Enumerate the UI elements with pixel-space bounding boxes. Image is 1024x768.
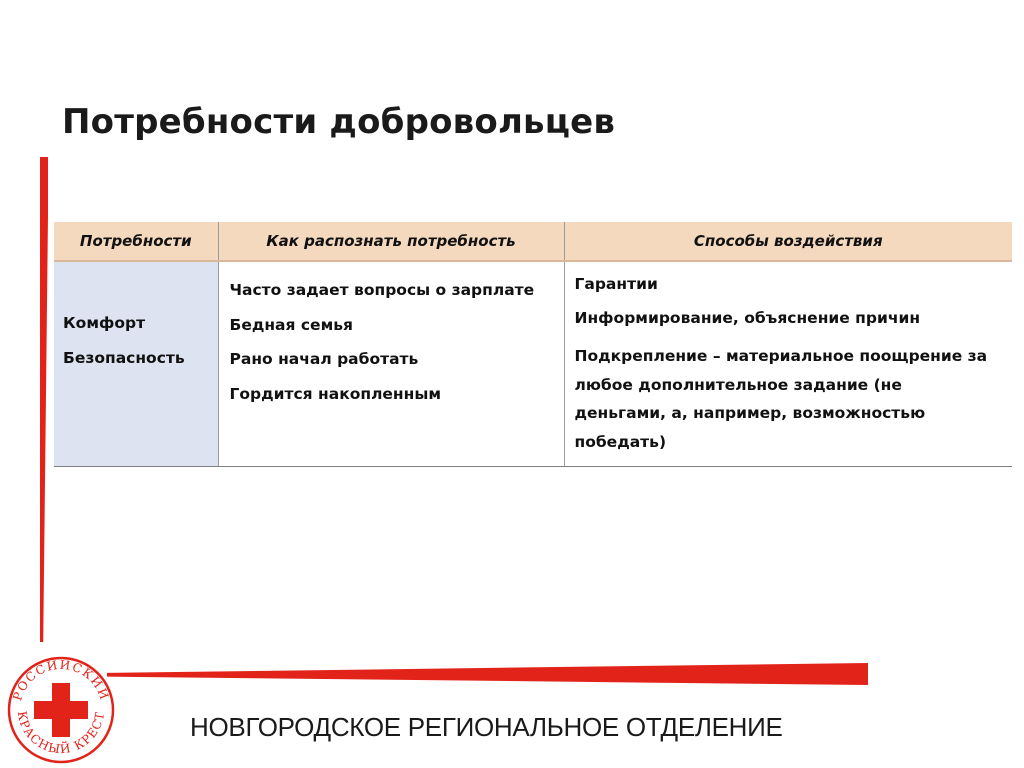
recognize-item: Бедная семья <box>229 315 353 334</box>
methods-cell <box>564 261 1012 467</box>
vertical-accent-bar <box>40 157 48 642</box>
logo-text-top: РОССИЙСКИЙ <box>10 657 112 703</box>
header-recognize: Как распознать потребность <box>218 222 564 261</box>
red-cross-logo <box>6 655 116 765</box>
table-row <box>54 261 1012 467</box>
recognize-item: Рано начал работать <box>229 350 419 368</box>
header-needs: Потребности <box>54 222 218 261</box>
recognize-cell <box>218 261 564 467</box>
header-methods: Способы воздействия <box>564 222 1012 261</box>
recognize-item: Гордится накопленным <box>229 384 442 403</box>
method-item: Гарантии <box>574 275 658 293</box>
footer-accent-line <box>107 663 868 685</box>
needs-table <box>54 222 1012 467</box>
method-item: Информирование, объяснение причин <box>574 309 921 327</box>
organization-name: НОВГОРОДСКОЕ РЕГИОНАЛЬНОЕ ОТДЕЛЕНИЕ <box>190 712 783 742</box>
table-header-row <box>54 222 1012 261</box>
need-item: Комфорт <box>63 314 146 332</box>
logo-text-bottom: КРАСНЫЙ КРЕСТ <box>14 710 108 757</box>
needs-cell <box>54 261 218 467</box>
red-cross-icon <box>34 683 88 737</box>
need-item: Безопасность <box>63 349 185 367</box>
method-item: Подкрепление – материальное поощрение за любое дополнительное задание (не деньгами, а, например, возможностью победать) <box>574 347 988 451</box>
slide-title: Потребности добровольцев <box>62 102 616 142</box>
needs-table-container <box>54 222 1012 467</box>
recognize-item: Часто задает вопросы о зарплате <box>229 281 535 299</box>
